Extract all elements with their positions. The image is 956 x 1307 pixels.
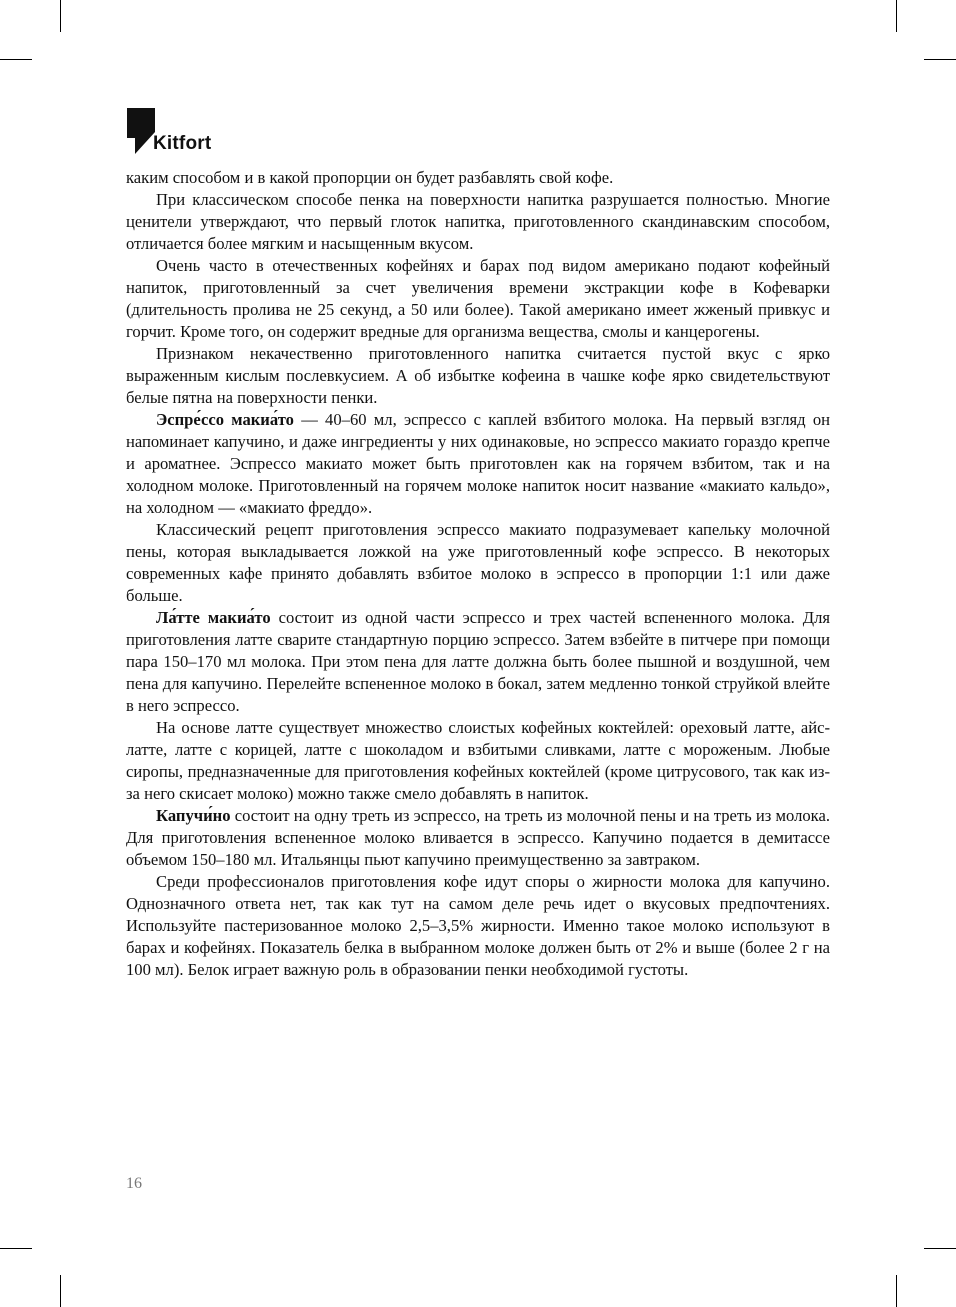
brand-name: Kitfort: [153, 133, 212, 154]
paragraph-text: Среди профессионалов приготовления кофе идут споры о жирности молока для капучино. Однозначного ответа нет, так как тут на самом деле речь идет о вкусовых предпочтениях. Используйте пастеризованное молоко 2,5–3,5% жирности. Именно такое молоко используют в барах и кофейнях. Показатель белка в выбранном молоке должен быть от 2% и выше (более 2 г на 100 мл). Белок играет важную роль в образовании пенки необходимой густоты.: [126, 872, 830, 979]
paragraph: [126, 871, 830, 981]
crop-mark: [60, 0, 61, 32]
article-body: [126, 167, 830, 981]
paragraph: [126, 167, 830, 189]
paragraph-text: На основе латте существует множество слоистых кофейных коктейлей: ореховый латте, айс-латте, латте с корицей, латте с шоколадом и взбитыми сливками, латте с мороженым. Любые сиропы, предназначенные для приготовления кофейных коктейлей (кроме цитрусового, так как из-за него скисает молоко) можно также смело добавлять в напиток.: [126, 718, 830, 803]
page-number: 16: [126, 1175, 142, 1192]
crop-mark: [0, 59, 32, 60]
paragraph-text: Признаком некачественно приготовленного напитка считается пустой вкус с ярко выраженным кислым послевкусием. А об избытке кофеина в чашке кофе ярко свидетельствуют белые пятна на поверхности пенки.: [126, 344, 830, 407]
crop-mark: [0, 1248, 32, 1249]
paragraph: [126, 717, 830, 805]
crop-mark: [60, 1275, 61, 1307]
paragraph-text: При классическом способе пенка на поверхности напитка разрушается полностью. Многие ценители утверждают, что первый глоток напитка, приготовленного скандинавским способом, отличается более мягким и насыщенным вкусом.: [126, 190, 830, 253]
paragraph: [126, 805, 830, 871]
crop-mark: [924, 59, 956, 60]
paragraph-text: состоит из одной части эспрессо и трех частей вспененного молока. Для приготовления латте сварите стандартную порцию эспрессо. Затем взбейте в питчере при помощи пара 150–170 мл молока. При этом пена для латте должна быть более пышной и воздушной, чем пена для капучино. Перелейте вспененное молоко в бокал, затем медленно тонкой струйкой влейте в него эспрессо.: [126, 608, 830, 715]
paragraph-term: Эспре́ссо макиа́то: [156, 410, 294, 429]
paragraph-term: Ла́тте макиа́то: [156, 608, 271, 627]
paragraph-text: — 40–60 мл, эспрессо с каплей взбитого молока. На первый взгляд он напоминает капучино, и даже ингредиенты у них одинаковые, но эспрессо макиато гораздо крепче и ароматнее. Эспрессо макиато может быть приготовлен как на горячем взбитом, так и на холодном молоке. Приготовленный на горячем молоке напиток носит название «макиато кальдо», на холодном — «макиато фреддо».: [126, 410, 831, 517]
paragraph-term: Капучи́но: [156, 806, 231, 825]
kitfort-logo-icon: [126, 107, 156, 157]
brand-logo: [126, 107, 226, 163]
crop-mark: [896, 0, 897, 32]
crop-mark: [924, 1248, 956, 1249]
paragraph-text: состоит на одну треть из эспрессо, на треть из молочной пены и на треть из молока. Для приготовления вспененное молоко вливается в эспрессо. Капучино подается в демитассе объемом 150–180 мл. Итальянцы пьют капучино преимущественно за завтраком.: [126, 806, 830, 869]
paragraph: [126, 189, 830, 255]
paragraph: [126, 519, 830, 607]
paragraph: [126, 409, 830, 519]
paragraph: [126, 255, 830, 343]
paragraph: [126, 343, 830, 409]
paragraph-text: Очень часто в отечественных кофейнях и барах под видом американо подают кофейный напиток, приготовленный за счет увеличения времени экстракции кофе в Кофеварки (длительность пролива не 25 секунд, а 50 или более). Такой американо имеет жженый привкус и горчит. Кроме того, он содержит вредные для организма вещества, смолы и канцерогены.: [126, 256, 830, 341]
paragraph: [126, 607, 830, 717]
paragraph-text: каким способом и в какой пропорции он будет разбавлять свой кофе.: [126, 168, 614, 187]
paragraph-text: Классический рецепт приготовления эспрессо макиато подразумевает капельку молочной пены, которая выкладывается ложкой на уже приготовленный кофе эспрессо. В некоторых современных кафе принято добавлять взбитое молоко в эспрессо в пропорции 1:1 или даже больше.: [126, 520, 830, 605]
crop-mark: [896, 1275, 897, 1307]
